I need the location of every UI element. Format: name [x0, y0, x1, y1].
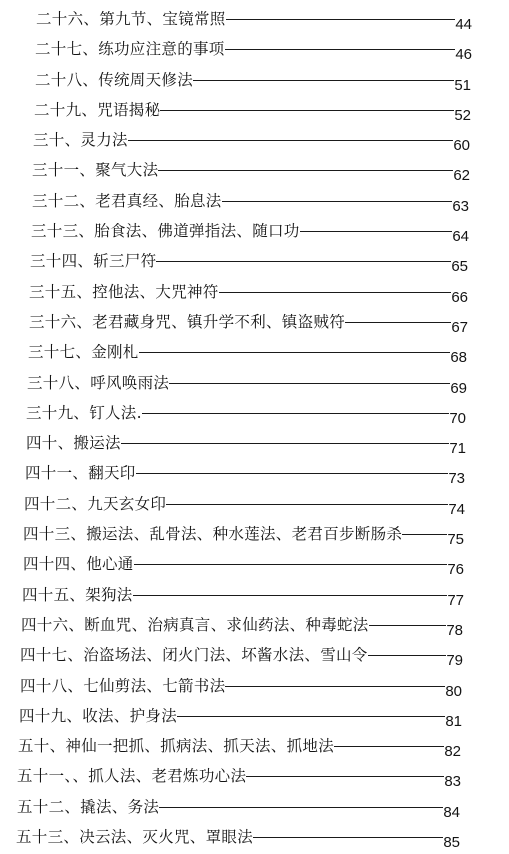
toc-entry-page-number: 44 [455, 15, 472, 33]
toc-entry-title: 二十六、第九节、宝镜常照 [36, 10, 226, 28]
leader-line [369, 625, 447, 626]
toc-entry [19, 701, 462, 729]
toc-entry [23, 549, 464, 577]
toc-entry-page-number: 75 [447, 530, 464, 548]
toc-entry-title: 三十五、控他法、大咒神符 [29, 283, 219, 301]
toc-entry-title: 四十九、收法、护身法 [19, 707, 178, 725]
toc-entry-page-number: 68 [450, 348, 467, 366]
toc-entry-page-number: 85 [443, 833, 460, 851]
toc-entry-title: 三十二、老君真经、胎息法 [32, 192, 222, 210]
toc-entry-title: 四十三、搬运法、乱骨法、种水莲法、老君百步断肠杀 [23, 525, 403, 543]
leader-line [160, 110, 454, 111]
toc-entry [22, 580, 464, 608]
toc-entry-page-number: 71 [449, 439, 466, 457]
leader-line [225, 49, 456, 50]
toc-entry-title: 二十八、传统周天修法 [35, 71, 194, 89]
leader-line [219, 292, 452, 293]
leader-line [345, 322, 451, 323]
leader-line [222, 201, 453, 202]
leader-line [159, 807, 443, 808]
toc-entry-title: 三十四、斩三尸符 [30, 252, 157, 270]
toc-entry-page-number: 80 [445, 682, 462, 700]
leader-line [193, 80, 454, 81]
leader-line [169, 383, 450, 384]
toc-entry [18, 731, 461, 759]
toc-entry-title: 五十二、撬法、务法 [17, 798, 160, 816]
toc-entry-title: 二十七、练功应注意的事项 [35, 40, 225, 58]
toc-entry [32, 186, 469, 214]
toc-entry [35, 65, 471, 93]
toc-entry [26, 428, 466, 456]
toc-entry [24, 489, 465, 517]
toc-entry-page-number: 63 [452, 197, 469, 215]
leader-line [253, 837, 443, 838]
toc-entry [29, 277, 468, 305]
leader-line [128, 140, 454, 141]
toc-entry-page-number: 46 [455, 45, 472, 63]
toc-entry [33, 125, 470, 153]
toc-entry [35, 34, 472, 62]
leader-line [402, 534, 447, 535]
toc-entry [20, 671, 462, 699]
toc-entry-title: 四十四、他心通 [23, 555, 134, 573]
toc-entry-page-number: 76 [447, 560, 464, 578]
toc-entry-title: 四十一、翻天印 [25, 464, 136, 482]
leader-line [134, 564, 448, 565]
toc-entry [34, 95, 471, 123]
toc-entry-page-number: 67 [451, 318, 468, 336]
toc-entry [17, 761, 461, 789]
toc-entry-page-number: 64 [452, 227, 469, 245]
toc-entry-page-number: 62 [453, 166, 470, 184]
toc-entry-page-number: 79 [446, 651, 463, 669]
toc-entry-page-number: 81 [445, 712, 462, 730]
toc-entry-page-number: 84 [443, 803, 460, 821]
toc-entry-page-number: 77 [447, 591, 464, 609]
toc-entry-title: 五十三、决云法、灭火咒、罩眼法 [16, 828, 254, 846]
toc-entry [21, 610, 463, 638]
toc-entry-title: 四十五、架狗法 [22, 586, 133, 604]
leader-line [368, 655, 447, 656]
toc-entry [20, 640, 463, 668]
leader-line [334, 746, 444, 747]
toc-entry-title: 三十一、聚气大法 [32, 161, 159, 179]
toc-entry-title: 五十一、、抓人法、老君炼功心法 [17, 767, 247, 785]
toc-entry-page-number: 60 [453, 136, 470, 154]
toc-entry-title: 二十九、咒语揭秘 [34, 101, 161, 119]
toc-entry [32, 155, 470, 183]
toc-entry [28, 337, 467, 365]
toc-entry-page-number: 51 [454, 76, 471, 94]
toc-entry-page-number: 74 [448, 500, 465, 518]
leader-line [158, 170, 453, 171]
toc-entry [16, 822, 460, 850]
toc-entry [36, 4, 472, 32]
toc-entry-page-number: 78 [446, 621, 463, 639]
toc-entry-title: 三十九、钉人法. [26, 404, 142, 422]
leader-line [226, 19, 456, 20]
leader-line [300, 231, 453, 232]
toc-entry-title: 五十、神仙一把抓、抓病法、抓天法、抓地法 [18, 737, 335, 755]
leader-line [166, 504, 448, 505]
toc-entry-page-number: 82 [444, 742, 461, 760]
toc-entry [30, 246, 468, 274]
toc-entry [23, 519, 464, 547]
toc-entry [26, 398, 466, 426]
toc-entry [17, 792, 460, 820]
toc-entry [25, 458, 465, 486]
toc-entry-title: 三十、灵力法 [33, 131, 128, 149]
toc-entry-title: 三十七、金刚札 [28, 343, 139, 361]
toc-entry-title: 三十六、老君藏身咒、镇升学不利、镇盗贼符 [29, 313, 346, 331]
toc-entry-page-number: 83 [444, 772, 461, 790]
toc-entry-title: 四十二、九天玄女印 [24, 495, 167, 513]
toc-entry [29, 307, 468, 335]
toc-entry-title: 四十、搬运法 [26, 434, 121, 452]
toc-entry-title: 四十七、治盗场法、闭火门法、坏酱水法、雪山令 [20, 646, 368, 664]
leader-line [133, 595, 448, 596]
leader-line [139, 352, 451, 353]
toc-entry-page-number: 52 [454, 106, 471, 124]
leader-line [142, 413, 449, 414]
leader-line [121, 443, 450, 444]
toc-entry-title: 三十八、呼风唤雨法 [27, 374, 170, 392]
toc-entry-page-number: 69 [450, 379, 467, 397]
toc-entry-title: 四十八、七仙剪法、七箭书法 [20, 677, 226, 695]
leader-line [156, 261, 451, 262]
toc-entry [27, 368, 467, 396]
leader-line [177, 716, 445, 717]
toc-entry-page-number: 66 [451, 288, 468, 306]
toc-entry-title: 三十三、胎食法、佛道弹指法、随口功 [31, 222, 300, 240]
toc-entry-title: 四十六、断血咒、治病真言、求仙药法、种毒蛇法 [21, 616, 369, 634]
toc-entry [31, 216, 469, 244]
leader-line [246, 776, 444, 777]
toc-entry-page-number: 70 [449, 409, 466, 427]
leader-line [225, 686, 445, 687]
toc-entry-page-number: 65 [451, 257, 468, 275]
leader-line [136, 473, 449, 474]
toc-entry-page-number: 73 [448, 469, 465, 487]
